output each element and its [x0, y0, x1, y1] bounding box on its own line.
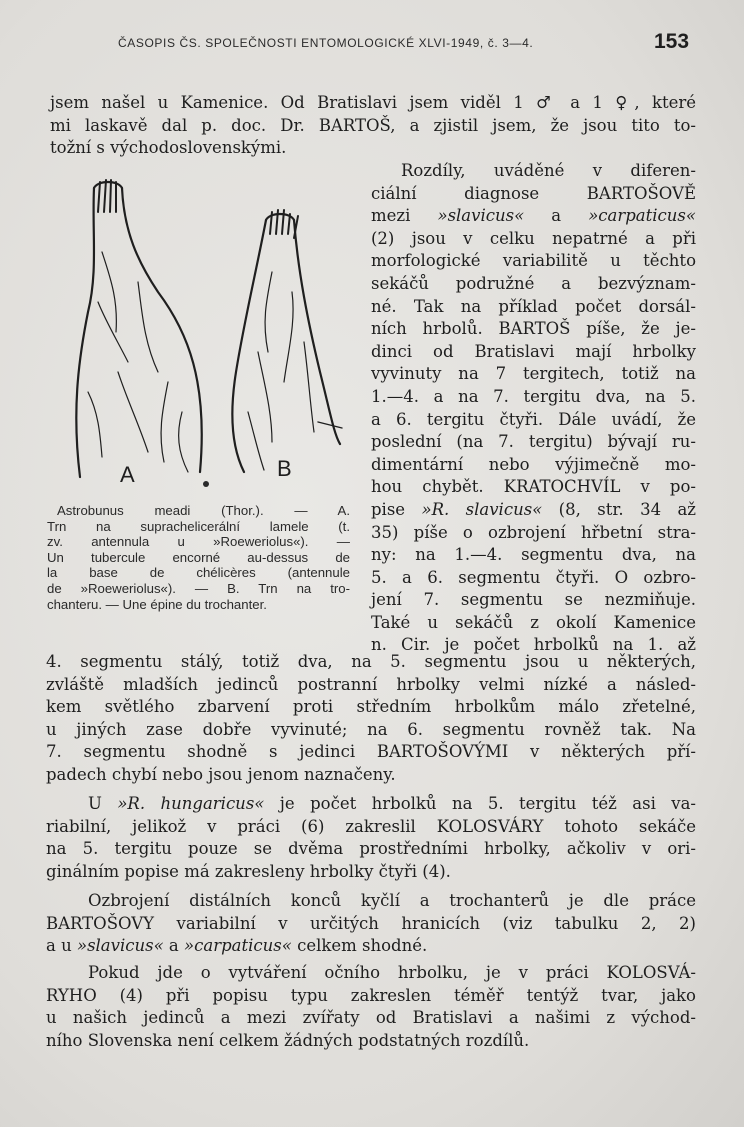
text-line: kem světlého zbarvení proti středním hrbolkům málo zřetelné,: [46, 697, 696, 717]
page-number: 153: [654, 30, 690, 53]
continuation-paragraph: [46, 651, 696, 787]
spine-figure: [58, 172, 358, 492]
figure-caption: [47, 503, 350, 612]
caption-line: zv. antennula u »Roeweriolus«). —: [47, 534, 350, 550]
text-line: BARTOŠOVY variabilní v určitých hranicích (viz tabulku 2, 2): [46, 913, 696, 933]
text-line: u našich jedinců a mezi zvířaty od Bratislavi a našimi z východ-: [46, 1008, 696, 1028]
text-line: poslední (na 7. tergitu) bývají ru-: [371, 432, 696, 452]
eye-tubercle-paragraph: [46, 962, 696, 1052]
text-line: a 6. tergitu čtyři. Dále uvádí, že: [371, 409, 696, 429]
caption-line: la base de chélicères (antennule: [47, 565, 350, 581]
text-line: U »R. hungaricus« je počet hrbolků na 5. tergitu též asi va-: [88, 794, 697, 813]
caption-line: Trn na suprachelicerální lamele (t.: [47, 518, 350, 534]
text-line: zvláště mladších jedinců postranní hrbolky velmi nízké a násled-: [46, 674, 696, 694]
text-line: 35) píše o ozbrojení hřbetní stra-: [371, 522, 696, 542]
text-line: mezi »slavicus« a »carpaticus«: [371, 206, 696, 226]
text-line: Také u sekáčů z okolí Kamenice: [371, 612, 696, 632]
text-line: 7. segmentu shodně s jedinci BARTOŠOVÝMI v některých pří-: [46, 742, 696, 762]
text-line: dimentární nebo výjimečně mo-: [371, 454, 696, 474]
text-line: sekáčů podružné a bezvýznam-: [371, 273, 696, 293]
text-line: Ozbrojení distálních konců kyčlí a trochanterů je dle práce: [88, 891, 696, 910]
caption-line: Un tubercule encorné au-dessus de: [47, 549, 350, 565]
text-line: dinci od Bratislavi mají hrbolky: [371, 341, 696, 361]
text-line: jení 7. segmentu se nezmiňuje.: [371, 590, 696, 610]
text-line: Pokud jde o vytváření očního hrbolku, je v práci KOLOSVÁ-: [88, 963, 696, 982]
text-line: morfologické variabilitě u těchto: [371, 251, 696, 271]
text-line: né. Tak na příklad počet dorsál-: [371, 296, 696, 316]
caption-line: de »Roeweriolus«). — B. Trn na tro-: [47, 580, 350, 596]
trochanter-paragraph: [46, 890, 696, 958]
text-line: a u »slavicus« a »carpaticus« celkem shodné.: [46, 936, 428, 956]
text-line: na 5. tergitu pouze se dvěma prostředními hrbolky, ačkoliv v ori-: [46, 839, 696, 859]
right-column-paragraph: [371, 160, 696, 657]
text-line: vyvinuty na 7 tergitech, totiž na: [371, 364, 696, 384]
figure-label-a: A: [120, 462, 135, 487]
text-line: (2) jsou v celku nepatrné a při: [371, 228, 696, 248]
text-line: hou chybět. KRATOCHVÍL v po-: [371, 477, 696, 497]
text-line: u jiných zase dobře vyvinuté; na 6. segmentu rovněž tak. Na: [46, 719, 696, 739]
spine-b-outline-right: [294, 220, 340, 444]
text-line: tožní s východoslovenskými.: [50, 138, 287, 158]
spine-b-outline-left: [232, 220, 266, 472]
text-line: ních hrbolů. BARTOŠ píše, že je-: [371, 319, 696, 339]
text-line: mi laskavě dal p. doc. Dr. BARTOŠ, a zjistil jsem, že jsou tito to-: [50, 115, 696, 135]
text-line: 4. segmentu stálý, totiž dva, na 5. segmentu jsou u některých,: [46, 652, 696, 671]
text-line: padech chybí nebo jsou jenom naznačeny.: [46, 764, 396, 784]
text-line: ginálním popise má zakresleny hrbolky čtyři (4).: [46, 861, 451, 881]
text-line: ciální diagnose BARTOŠOVĚ: [371, 183, 696, 203]
spine-a-outline-left: [76, 188, 94, 477]
text-line: jsem našel u Kamenice. Od Bratislavi jsem viděl 1 ♂ a 1 ♀, které: [50, 93, 696, 112]
text-line: pise »R. slavicus« (8, str. 34 až: [371, 499, 696, 519]
text-line: 5. a 6. segmentu čtyři. O ozbro-: [371, 567, 696, 587]
hungaricus-paragraph: [46, 793, 696, 883]
spine-a-outline-right: [122, 188, 202, 472]
caption-line: Astrobunus meadi (Thor.). — A.: [57, 503, 350, 518]
text-line: 1.—4. a na 7. tergitu dva, na 5.: [371, 386, 696, 406]
text-line: riabilní, jelikož v práci (6) zakreslil KOLOSVÁRY tohoto sekáče: [46, 816, 696, 836]
running-header: ČASOPIS ČS. SPOLEČNOSTI ENTOMOLOGICKÉ XLVI-1949, č. 3—4.: [118, 36, 534, 50]
caption-line: chanteru. — Une épine du trochanter.: [47, 596, 267, 612]
text-line: n. Cir. je počet hrbolků na 1. až: [371, 635, 696, 655]
figure-label-b: B: [277, 456, 292, 481]
text-line: RYHO (4) při popisu typu zakreslen téměř tentýž tvar, jako: [46, 985, 696, 1005]
spine-drawing: [58, 172, 358, 492]
intro-paragraph: [50, 92, 696, 160]
text-line: ny: na 1.—4. segmentu dva, na: [371, 545, 696, 565]
text-line: Rozdíly, uváděné v diferen-: [401, 161, 696, 180]
text-line: ního Slovenska není celkem žádných podstatných rozdílů.: [46, 1030, 530, 1050]
